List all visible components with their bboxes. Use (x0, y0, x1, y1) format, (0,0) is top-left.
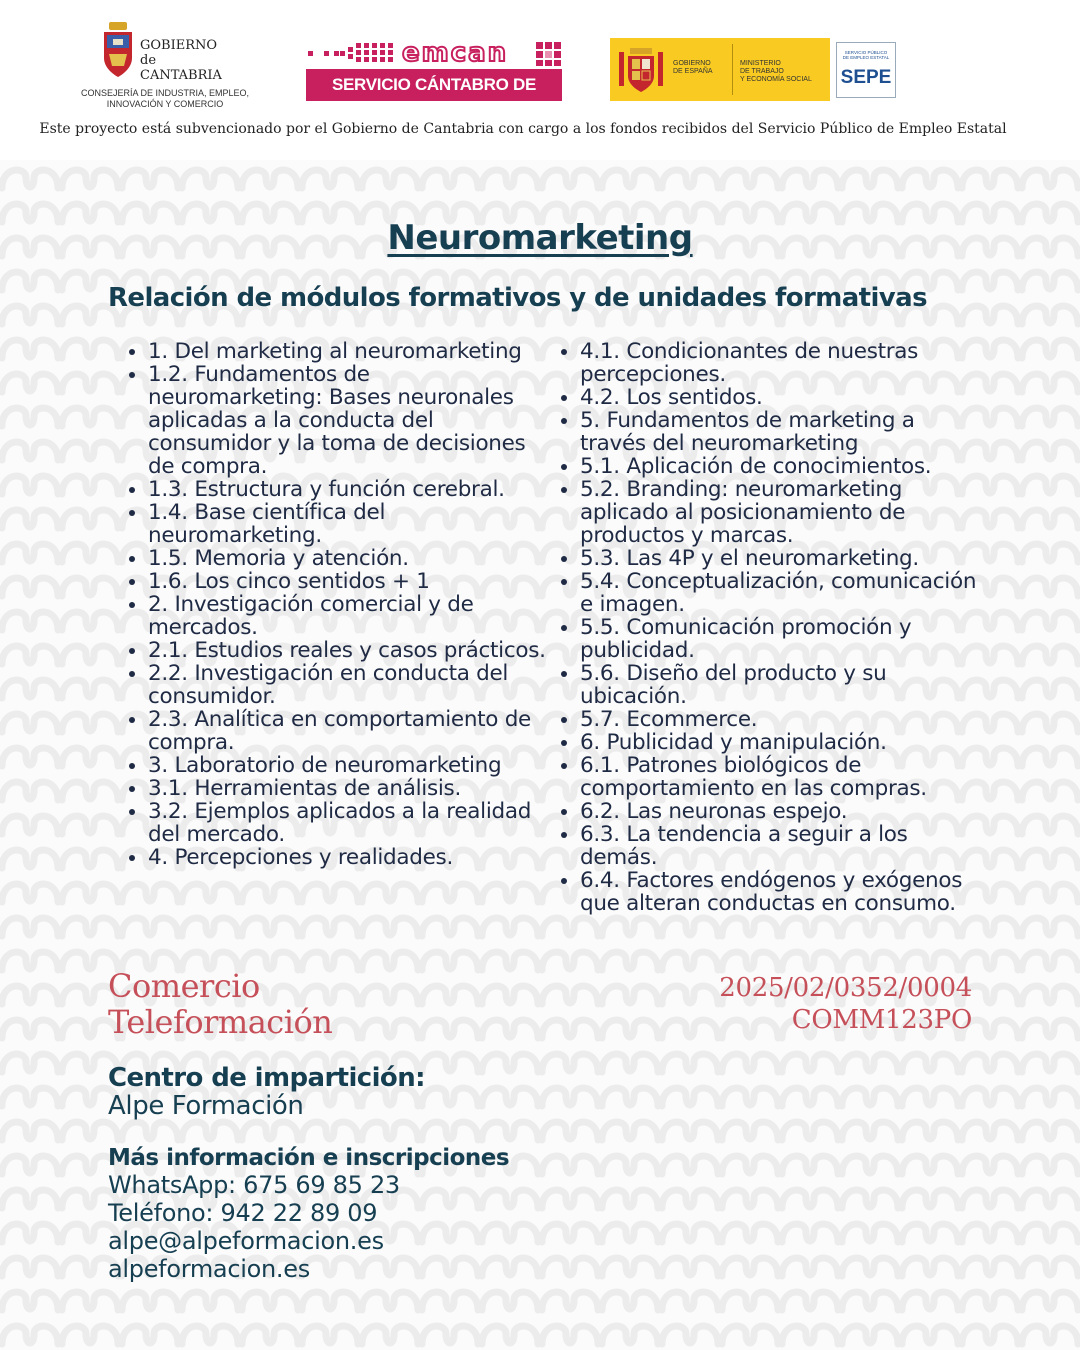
course-codes (719, 972, 972, 1036)
cantabria-department-line: CONSEJERÍA DE INDUSTRIA, EMPLEO, (80, 88, 250, 98)
cantabria-name (140, 38, 222, 83)
list-item: • 5.6. Diseño del producto y su ubicación. (580, 662, 980, 708)
list-item: • 2.3. Analítica en comportamiento de compra. (148, 708, 548, 754)
ministerio-text (740, 60, 828, 84)
course-title: Neuromarketing (387, 218, 693, 258)
emcan-banner: SERVICIO CÁNTABRO DE EMPLEO (306, 69, 562, 101)
ministerio-line: MINISTERIO (740, 60, 781, 67)
modules-list-right (540, 340, 980, 915)
ministerio-line: DE TRABAJO (740, 68, 784, 75)
list-item: • 2.2. Investigación en conducta del consumidor. (148, 662, 548, 708)
email-link[interactable]: alpe@alpeformacion.es (108, 1227, 384, 1255)
course-subtitle: Relación de módulos formativos y de unidades formativas (108, 283, 927, 313)
expediente-number: 2025/02/0352/0004 (719, 973, 972, 1003)
list-item: • 5.7. Ecommerce. (580, 708, 980, 731)
list-item: • 4.1. Condicionantes de nuestras percepciones. (580, 340, 980, 386)
list-item: • 5.1. Aplicación de conocimientos. (580, 455, 980, 478)
spain-crest-icon (618, 46, 664, 93)
emcan-word: emcan (402, 38, 509, 68)
cantabria-department (70, 88, 260, 110)
course-area (108, 968, 332, 1040)
list-item: • 1.4. Base científica del neuromarketing. (148, 501, 548, 547)
list-item: • 2.1. Estudios reales y casos prácticos. (148, 639, 548, 662)
cantabria-department-line: INNOVACIÓN Y COMERCIO (106, 99, 224, 109)
emcan-grid-icon (536, 42, 562, 66)
modality-label: Teleformación (108, 1003, 333, 1041)
info-label: Más información e inscripciones (108, 1145, 510, 1171)
sepe-wordmark: SEPE (840, 67, 892, 88)
list-item: • 5. Fundamentos de marketing a través del neuromarketing (580, 409, 980, 455)
gobierno-espana-line: GOBIERNO (673, 60, 711, 67)
emcan-pixel-icon (306, 40, 402, 68)
centro-value: Alpe Formación (108, 1091, 304, 1121)
list-item: • 6.3. La tendencia a seguir a los demás. (580, 823, 980, 869)
website-link[interactable]: alpeformacion.es (108, 1255, 310, 1283)
header-logos (0, 0, 1080, 160)
gobierno-cantabria-logo (70, 22, 260, 114)
list-item: • 2. Investigación comercial y de mercados. (148, 593, 548, 639)
gobierno-espana-line: DE ESPAÑA (673, 68, 713, 75)
list-item: • 5.2. Branding: neuromarketing aplicado al posicionamiento de productos y marcas. (580, 478, 980, 547)
modules-list-left (108, 340, 548, 869)
sepe-subtitle-line: SERVICIO PÚBLICO (844, 50, 888, 55)
centro-label: Centro de impartición: (108, 1063, 425, 1093)
list-item: • 4.2. Los sentidos. (580, 386, 980, 409)
list-item: • 6.4. Factores endógenos y exógenos que alteran conductas en consumo. (580, 869, 980, 915)
list-item: • 1. Del marketing al neuromarketing (148, 340, 548, 363)
list-item: • 3. Laboratorio de neuromarketing (148, 754, 548, 777)
emcan-logo (306, 38, 562, 126)
list-item: • 1.5. Memoria y atención. (148, 547, 548, 570)
logo-divider (732, 44, 733, 95)
list-item: • 4. Percepciones y realidades. (148, 846, 548, 869)
cantabria-name-line: CANTABRIA (140, 68, 222, 83)
subsidy-note: Este proyecto está subvencionado por el Gobierno de Cantabria con cargo a los fondos recibidos del Servicio Público de Empleo Estatal (39, 121, 1007, 137)
list-item: • 5.3. Las 4P y el neuromarketing. (580, 547, 980, 570)
sepe-logo (836, 42, 896, 98)
emcan-wordmark (306, 40, 562, 68)
list-item: • 6.2. Las neuronas espejo. (580, 800, 980, 823)
list-item: • 5.4. Conceptualización, comunicación e imagen. (580, 570, 980, 616)
cantabria-name-line: de (140, 53, 157, 68)
list-item: • 6.1. Patrones biológicos de comportamiento en las compras. (580, 754, 980, 800)
sepe-subtitle-line: DE EMPLEO ESTATAL (842, 55, 890, 60)
list-item: • 1.2. Fundamentos de neuromarketing: Bases neuronales aplicadas a la conducta del consumidor y la toma de decisiones de compra. (148, 363, 548, 478)
list-item: • 3.1. Herramientas de análisis. (148, 777, 548, 800)
cantabria-crest-icon (100, 22, 136, 78)
list-item: • 1.3. Estructura y función cerebral. (148, 478, 548, 501)
gobierno-espana-logo (610, 38, 830, 101)
gobierno-espana-text (673, 60, 723, 76)
sepe-subtitle (840, 50, 892, 60)
list-item: • 6. Publicidad y manipulación. (580, 731, 980, 754)
list-item: • 3.2. Ejemplos aplicados a la realidad del mercado. (148, 800, 548, 846)
course-code: COMM123PO (791, 1005, 972, 1035)
phone-contact[interactable]: Teléfono: 942 22 89 09 (108, 1199, 378, 1227)
list-item: • 1.6. Los cinco sentidos + 1 (148, 570, 548, 593)
ministerio-line: Y ECONOMÍA SOCIAL (740, 76, 812, 83)
list-item: • 5.5. Comunicación promoción y publicidad. (580, 616, 980, 662)
cantabria-name-line: GOBIERNO (140, 38, 218, 53)
area-label: Comercio (108, 967, 260, 1005)
whatsapp-contact[interactable]: WhatsApp: 675 69 85 23 (108, 1171, 400, 1199)
